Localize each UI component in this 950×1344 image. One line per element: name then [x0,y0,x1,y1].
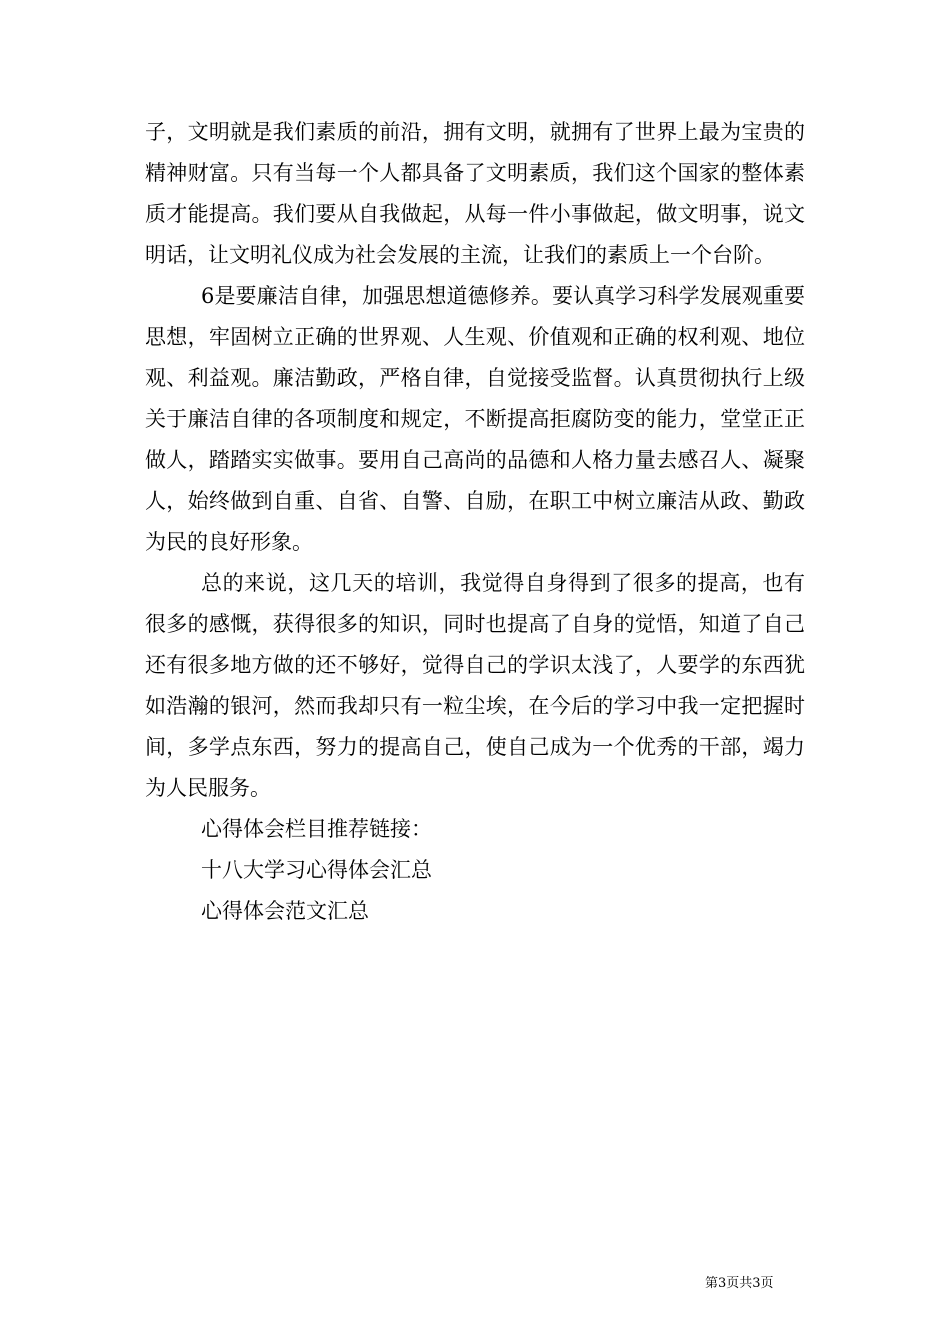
links-heading: 心得体会栏目推荐链接： [201,817,432,841]
paragraph-integrity: 6是要廉洁自律，加强思想道德修养。要认真学习科学发展观重要思想，牢固树立正确的世界观、人生观、价值观和正确的权利观、地位观、利益观。廉洁勤政，严格自律，自觉接受监督。认真贯彻执行上级关于廉洁自律的各项制度和规定，不断提高拒腐防变的能力，堂堂正正做人，踏踏实实做事。要用自己高尚的品德和人格力量去感召人、凝聚人，始终做到自重、自省、自警、自励，在职工中树立廉洁从政、勤政为民的良好形象。 [145,284,805,554]
page-number: 第3页共3页 [705,1276,774,1291]
link-item[interactable]: 心得体会范文汇总 [201,899,369,923]
document-body [145,112,805,932]
paragraph-summary: 总的来说，这几天的培训，我觉得自身得到了很多的提高，也有很多的感慨，获得很多的知识，同时也提高了自身的觉悟，知道了自己还有很多地方做的还不够好，觉得自己的学识太浅了，人要学的东西犹如浩瀚的银河，然而我却只有一粒尘埃，在今后的学习中我一定把握时间，多学点东西，努力的提高自己，使自己成为一个优秀的干部，竭力为人民服务。 [145,571,805,800]
paragraph-continuation: 子，文明就是我们素质的前沿，拥有文明，就拥有了世界上最为宝贵的精神财富。只有当每一个人都具备了文明素质，我们这个国家的整体素质才能提高。我们要从自我做起，从每一件小事做起，做文明事，说文明话，让文明礼仪成为社会发展的主流，让我们的素质上一个台阶。 [145,120,805,267]
link-item[interactable]: 十八大学习心得体会汇总 [201,858,432,882]
